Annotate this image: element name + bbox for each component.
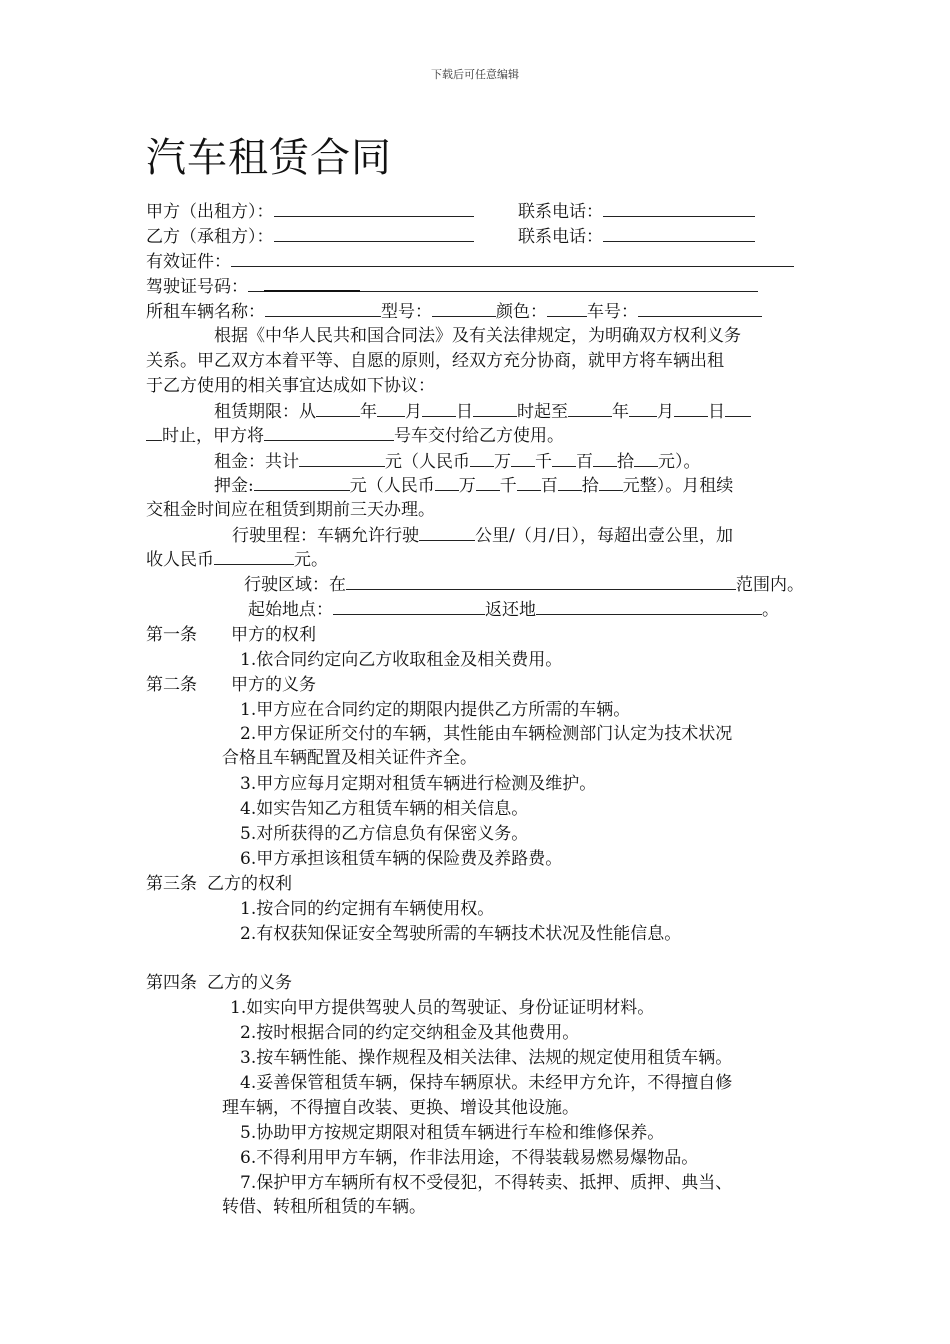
extra-charge-field[interactable] bbox=[214, 549, 294, 565]
article-2-item: 1.甲方应在合同约定的期限内提供乙方所需的车辆。 bbox=[240, 700, 631, 720]
end-hour-field-a[interactable] bbox=[725, 401, 751, 417]
mileage-label: 行驶里程：车辆允许行驶 bbox=[232, 526, 419, 546]
vehicle-name-label: 所租车辆名称： bbox=[146, 302, 265, 322]
license-field[interactable] bbox=[264, 275, 360, 292]
handover-label: 号车交付给乙方使用。 bbox=[394, 426, 564, 446]
article-4-heading bbox=[146, 971, 292, 995]
license-field-lead bbox=[248, 276, 264, 292]
qian-label-2: 千 bbox=[499, 476, 517, 496]
preamble-line-3: 于乙方使用的相关事宜达成如下协议： bbox=[146, 376, 435, 396]
article-1-item: 1.依合同约定向乙方收取租金及相关费用。 bbox=[240, 650, 563, 670]
party-b-label: 乙方（承租方）： bbox=[146, 227, 274, 247]
yuan-end-label: 元。 bbox=[294, 550, 328, 570]
party-a-field[interactable] bbox=[274, 201, 474, 217]
party-a-phone-label: 联系电话： bbox=[518, 202, 603, 222]
mileage-field[interactable] bbox=[419, 525, 475, 541]
return-location-label: 返还地 bbox=[485, 600, 536, 620]
article-2-heading bbox=[146, 673, 316, 697]
rent-label: 租金：共计 bbox=[214, 452, 299, 472]
location-period: 。 bbox=[762, 600, 779, 620]
article-3-item: 2.有权获知保证安全驾驶所需的车辆技术状况及性能信息。 bbox=[240, 924, 682, 944]
article-3-title: 乙方的权利 bbox=[207, 874, 292, 894]
area-field[interactable] bbox=[346, 574, 736, 590]
id-doc-label: 有效证件： bbox=[146, 252, 231, 272]
day-label: 日 bbox=[456, 402, 473, 422]
until-label: 时止，甲方将 bbox=[162, 426, 264, 446]
rent-qian-field[interactable] bbox=[511, 451, 535, 467]
rent-shi-field[interactable] bbox=[593, 451, 617, 467]
party-b-field[interactable] bbox=[274, 226, 474, 242]
month-label-2: 月 bbox=[657, 402, 674, 422]
article-4-item: 7.保护甲方车辆所有权不受侵犯，不得转卖、抵押、质押、典当、 bbox=[240, 1173, 733, 1193]
start-day-field[interactable] bbox=[422, 401, 456, 417]
period-label: 租赁期限：从 bbox=[214, 402, 316, 422]
plate-label: 车号： bbox=[587, 302, 638, 322]
rent-close-label: 元）。 bbox=[658, 452, 701, 472]
month-label: 月 bbox=[405, 402, 422, 422]
extra-charge-label: 收人民币 bbox=[146, 550, 214, 570]
article-2-number: 第二条 bbox=[146, 675, 197, 695]
end-hour-field-b[interactable] bbox=[146, 425, 162, 441]
license-field-tail bbox=[360, 276, 758, 292]
deposit-bai-field[interactable] bbox=[517, 475, 541, 491]
start-hour-field[interactable] bbox=[473, 401, 517, 417]
article-1-title: 甲方的权利 bbox=[231, 625, 316, 645]
article-2-item: 3.甲方应每月定期对租赁车辆进行检测及维护。 bbox=[240, 774, 597, 794]
deposit-wan-field[interactable] bbox=[435, 475, 459, 491]
wan-label: 万 bbox=[494, 452, 511, 472]
party-a-phone-row bbox=[518, 200, 755, 224]
preamble-line-1: 根据《中华人民共和国合同法》及有关法律规定，为明确双方权利义务 bbox=[214, 326, 741, 346]
rent-bai-field[interactable] bbox=[552, 451, 576, 467]
article-2-item: 6.甲方承担该租赁车辆的保险费及养路费。 bbox=[240, 849, 563, 869]
article-1-number: 第一条 bbox=[146, 625, 197, 645]
color-label: 颜色： bbox=[496, 302, 547, 322]
article-4-item: 6.不得利用甲方车辆，作非法用途，不得装载易燃易爆物品。 bbox=[240, 1148, 699, 1168]
article-2-title: 甲方的义务 bbox=[231, 675, 316, 695]
area-row bbox=[244, 573, 804, 597]
extra-charge-row bbox=[146, 548, 328, 572]
deposit-rmb-label: 元（人民币 bbox=[349, 476, 435, 496]
lease-period-row bbox=[214, 400, 751, 424]
party-b-phone-label: 联系电话： bbox=[518, 227, 603, 247]
id-doc-field[interactable] bbox=[231, 251, 794, 267]
renew-row: 交租金时间应在租赁到期前三天办理。 bbox=[146, 500, 435, 520]
deposit-yuan-field[interactable] bbox=[599, 475, 623, 491]
article-4-item: 4.妥善保管租赁车辆，保持车辆原状。未经甲方允许，不得擅自修 bbox=[240, 1073, 733, 1093]
shi-label: 拾 bbox=[617, 452, 634, 472]
id-doc-row bbox=[146, 250, 794, 274]
start-year-field[interactable] bbox=[316, 401, 360, 417]
article-2-item: 4.如实告知乙方租赁车辆的相关信息。 bbox=[240, 799, 529, 819]
party-b-phone-row bbox=[518, 225, 755, 249]
end-month-field[interactable] bbox=[629, 401, 657, 417]
article-2-item-cont: 合格且车辆配置及相关证件齐全。 bbox=[222, 748, 477, 768]
return-location-field[interactable] bbox=[536, 599, 762, 615]
party-a-label: 甲方（出租方）： bbox=[146, 202, 274, 222]
day-label-2: 日 bbox=[708, 402, 725, 422]
shi-label-2: 拾 bbox=[581, 476, 599, 496]
start-location-field[interactable] bbox=[333, 599, 485, 615]
bai-label: 百 bbox=[576, 452, 593, 472]
license-label: 驾驶证号码： bbox=[146, 277, 248, 297]
article-4-item: 2.按时根据合同的约定交纳租金及其他费用。 bbox=[240, 1023, 580, 1043]
color-field[interactable] bbox=[547, 301, 587, 317]
start-location-label: 起始地点： bbox=[248, 600, 333, 620]
vehicle-name-field[interactable] bbox=[265, 301, 381, 317]
area-label: 行驶区域：在 bbox=[244, 575, 346, 595]
from-hour-label: 时起至 bbox=[517, 402, 568, 422]
mileage-unit-label: 公里/（月/日），每超出壹公里，加 bbox=[475, 526, 733, 546]
vehicle-row bbox=[146, 300, 762, 324]
deposit-amount-field[interactable] bbox=[254, 475, 350, 491]
location-row bbox=[248, 598, 779, 622]
article-4-item: 5.协助甲方按规定期限对租赁车辆进行车检和维修保养。 bbox=[240, 1123, 665, 1143]
article-3-number: 第三条 bbox=[146, 874, 197, 894]
wan-label-2: 万 bbox=[458, 476, 476, 496]
party-b-row bbox=[146, 225, 474, 249]
rent-yuan-field[interactable] bbox=[634, 451, 658, 467]
deposit-label: 押金: bbox=[214, 476, 254, 496]
deposit-close-label: 元整）。月租续 bbox=[622, 476, 734, 496]
article-4-number: 第四条 bbox=[146, 973, 197, 993]
article-1-heading bbox=[146, 623, 316, 647]
bai-label-2: 百 bbox=[540, 476, 558, 496]
article-3-item: 1.按合同的约定拥有车辆使用权。 bbox=[240, 899, 495, 919]
model-label: 型号： bbox=[381, 302, 432, 322]
article-4-item: 3.按车辆性能、操作规程及相关法律、法规的规定使用租赁车辆。 bbox=[240, 1048, 733, 1068]
deposit-qian-field[interactable] bbox=[476, 475, 500, 491]
end-year-field[interactable] bbox=[568, 401, 612, 417]
car-number-field[interactable] bbox=[264, 425, 394, 441]
document-title: 汽车租赁合同 bbox=[146, 135, 392, 181]
party-a-row bbox=[146, 200, 474, 224]
qian-label: 千 bbox=[535, 452, 552, 472]
rent-rmb-label: 元（人民币 bbox=[385, 452, 470, 472]
rent-amount-field[interactable] bbox=[299, 451, 385, 467]
rent-row bbox=[214, 450, 701, 474]
article-3-heading bbox=[146, 872, 292, 896]
model-field[interactable] bbox=[432, 301, 496, 317]
end-day-field[interactable] bbox=[674, 401, 708, 417]
party-a-phone-field[interactable] bbox=[603, 201, 755, 217]
article-4-item-cont: 转借、转租所租赁的车辆。 bbox=[222, 1197, 426, 1217]
article-2-item: 5.对所获得的乙方信息负有保密义务。 bbox=[240, 824, 529, 844]
start-month-field[interactable] bbox=[377, 401, 405, 417]
article-4-item-cont: 理车辆，不得擅自改装、更换、增设其他设施。 bbox=[222, 1098, 579, 1118]
article-2-item: 2.甲方保证所交付的车辆，其性能由车辆检测部门认定为技术状况 bbox=[240, 724, 733, 744]
article-4-item: 1.如实向甲方提供驾驶人员的驾驶证、身份证证明材料。 bbox=[230, 998, 655, 1018]
header-note: 下载后可任意编辑 bbox=[431, 68, 519, 81]
party-b-phone-field[interactable] bbox=[603, 226, 755, 242]
year-label: 年 bbox=[360, 402, 377, 422]
mileage-row bbox=[232, 524, 733, 548]
area-end-label: 范围内。 bbox=[736, 575, 804, 595]
rent-wan-field[interactable] bbox=[470, 451, 494, 467]
preamble-line-2: 关系。甲乙双方本着平等、自愿的原则，经双方充分协商，就甲方将车辆出租 bbox=[146, 351, 724, 371]
deposit-shi-field[interactable] bbox=[558, 475, 582, 491]
article-4-title: 乙方的义务 bbox=[207, 973, 292, 993]
license-row bbox=[146, 275, 758, 299]
plate-field[interactable] bbox=[638, 301, 762, 317]
year-label-2: 年 bbox=[612, 402, 629, 422]
deposit-row bbox=[214, 474, 733, 498]
handover-row bbox=[146, 424, 564, 448]
